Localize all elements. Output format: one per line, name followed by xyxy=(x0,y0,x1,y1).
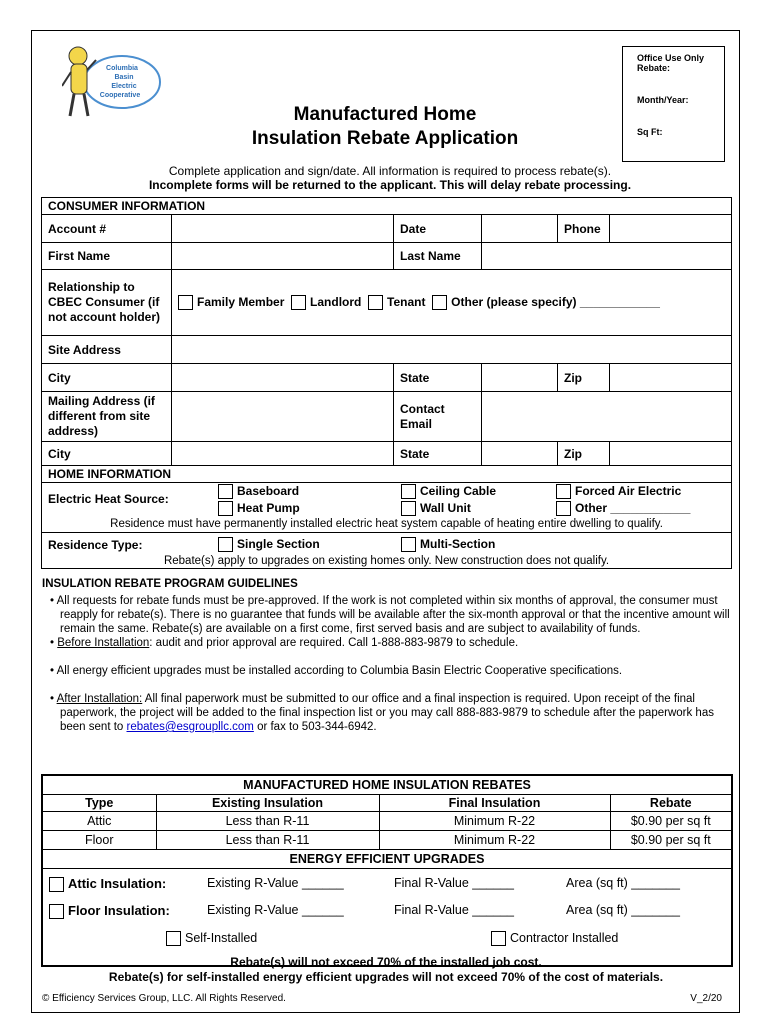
intro-text xyxy=(60,164,720,192)
last-name-field[interactable] xyxy=(482,243,732,270)
guidelines-section xyxy=(42,577,732,742)
row-final: Minimum R-22 xyxy=(379,811,610,830)
row-final: Minimum R-22 xyxy=(379,830,610,849)
site-address-label: Site Address xyxy=(42,336,172,364)
date-label: Date xyxy=(394,215,482,243)
home-header: HOME INFORMATION xyxy=(42,466,732,483)
forced-air-checkbox[interactable] xyxy=(556,484,571,499)
office-sq-ft: Sq Ft: xyxy=(637,127,663,137)
upgrades-header: ENERGY EFFICIENT UPGRADES xyxy=(42,849,732,868)
row-existing: Less than R-11 xyxy=(156,811,379,830)
office-rebate: Rebate: xyxy=(637,63,671,73)
contractor-installed-label: Contractor Installed xyxy=(510,930,619,945)
intro-line-2: Incomplete forms will be returned to the applicant. This will delay rebate processing. xyxy=(148,178,632,192)
phone-label: Phone xyxy=(558,215,610,243)
contact-email-label: Contact Email xyxy=(394,392,482,442)
title-line-2: Insulation Rebate Application xyxy=(251,128,519,149)
city-label: City xyxy=(42,364,172,392)
ceiling-cable-checkbox[interactable] xyxy=(401,484,416,499)
guidelines-header: INSULATION REBATE PROGRAM GUIDELINES xyxy=(42,578,298,590)
multi-section-checkbox[interactable] xyxy=(401,537,416,552)
table-row xyxy=(42,811,732,830)
state-field[interactable] xyxy=(482,364,558,392)
after-installation-label: After Installation: xyxy=(56,693,143,705)
floor-final[interactable]: Final R-Value ______ xyxy=(394,902,514,917)
guideline-3-text: All final paperwork must be submitted to our office and a final inspection is required. Upon receipt of the final paperwork, the project will be added to the final inspection list or you may call 888-883-9879 to schedule after the paperwork has been sent to xyxy=(60,693,714,733)
col-rebate: Rebate xyxy=(610,794,732,811)
mailing-address-label: Mailing Address (if different from site address) xyxy=(42,392,172,442)
row-existing: Less than R-11 xyxy=(156,830,379,849)
consumer-info-table xyxy=(41,197,732,569)
landlord-checkbox[interactable] xyxy=(291,295,306,310)
city2-label: City xyxy=(42,442,172,466)
wall-unit-checkbox[interactable] xyxy=(401,501,416,516)
baseboard-checkbox[interactable] xyxy=(218,484,233,499)
wall-unit-label: Wall Unit xyxy=(420,501,471,515)
state2-label: State xyxy=(394,442,482,466)
residence-type-label: Residence Type: xyxy=(48,538,143,552)
floor-insulation-checkbox[interactable] xyxy=(49,904,64,919)
guideline-2-text: All energy efficient upgrades must be installed according to Columbia Basin Electric Cooperative specifications. xyxy=(56,665,623,677)
limit-line-1: Rebate(s) will not exceed 70% of the installed job cost. xyxy=(230,955,542,969)
zip2-field[interactable] xyxy=(610,442,732,466)
last-name-label: Last Name xyxy=(394,243,482,270)
floor-existing[interactable]: Existing R-Value ______ xyxy=(207,902,344,917)
cooperative-logo xyxy=(62,44,162,122)
copyright: © Efficiency Services Group, LLC. All Rights Reserved. xyxy=(42,993,286,1004)
relationship-label: Relationship to CBEC Consumer (if not account holder) xyxy=(42,270,172,336)
first-name-field[interactable] xyxy=(172,243,394,270)
single-section-label: Single Section xyxy=(237,537,320,551)
office-use-box xyxy=(622,46,725,162)
rebate-limits xyxy=(41,955,731,985)
table-row xyxy=(42,830,732,849)
version: V_2/20 xyxy=(690,993,722,1004)
ceiling-cable-label: Ceiling Cable xyxy=(420,484,497,498)
baseboard-label: Baseboard xyxy=(237,484,300,498)
row-type: Floor xyxy=(42,830,156,849)
floor-area[interactable]: Area (sq ft) _______ xyxy=(566,902,680,917)
heat-pump-checkbox[interactable] xyxy=(218,501,233,516)
zip-label: Zip xyxy=(558,364,610,392)
logo-text-2: Basin xyxy=(114,74,134,81)
self-installed-checkbox[interactable] xyxy=(166,931,181,946)
office-title: Office Use Only xyxy=(637,53,705,63)
col-final: Final Insulation xyxy=(379,794,610,811)
attic-final[interactable]: Final R-Value ______ xyxy=(394,875,514,890)
attic-existing[interactable]: Existing R-Value ______ xyxy=(207,875,344,890)
heat-source-label: Electric Heat Source: xyxy=(48,492,169,506)
heat-other-checkbox[interactable] xyxy=(556,501,571,516)
other-label: Other (please specify) ____________ xyxy=(451,294,660,309)
rebates-email-link[interactable]: rebates@esgroupllc.com xyxy=(126,721,254,733)
consumer-header: CONSUMER INFORMATION xyxy=(42,198,732,215)
other-checkbox[interactable] xyxy=(432,295,447,310)
tenant-label: Tenant xyxy=(387,294,426,309)
state2-field[interactable] xyxy=(482,442,558,466)
guideline-2: • All energy efficient upgrades must be installed according to Columbia Basin Electric Cooperative specifications. xyxy=(50,665,623,677)
family-member-checkbox[interactable] xyxy=(178,295,193,310)
mailing-address-field[interactable] xyxy=(172,392,394,442)
row-type: Attic xyxy=(42,811,156,830)
guideline-1: • All requests for rebate funds must be pre-approved. If the work is not completed within six months of approval, the consumer must reapply for rebate(s). There is no guarantee that funds will be available after the six-month approval or that the incentive amount will remain the same. Rebate(s) are available on a first come, first served basis and are subject to availability of funds. xyxy=(50,595,730,635)
city2-field[interactable] xyxy=(172,442,394,466)
phone-field[interactable] xyxy=(610,215,732,243)
multi-section-label: Multi-Section xyxy=(420,537,496,551)
logo-text-4: Cooperative xyxy=(99,92,141,99)
zip2-label: Zip xyxy=(558,442,610,466)
attic-area[interactable]: Area (sq ft) _______ xyxy=(566,875,680,890)
residence-type-cell xyxy=(42,533,732,569)
logo-text-3: Electric xyxy=(111,83,137,90)
city-field[interactable] xyxy=(172,364,394,392)
guideline-3-end: or fax to 503-344-6942. xyxy=(253,721,377,733)
account-label: Account # xyxy=(42,215,172,243)
contact-email-field[interactable] xyxy=(482,392,732,442)
heat-source-cell xyxy=(42,483,732,533)
family-member-label: Family Member xyxy=(197,294,285,309)
attic-insulation-checkbox[interactable] xyxy=(49,877,64,892)
site-address-field[interactable] xyxy=(172,336,732,364)
page-title xyxy=(200,103,570,151)
heat-pump-label: Heat Pump xyxy=(237,501,300,515)
attic-insulation-label: Attic Insulation: xyxy=(68,875,167,891)
col-type: Type xyxy=(42,794,156,811)
row-rebate: $0.90 per sq ft xyxy=(610,811,732,830)
account-field[interactable] xyxy=(172,215,394,243)
rebates-table xyxy=(41,774,733,967)
single-section-checkbox[interactable] xyxy=(218,537,233,552)
state-label: State xyxy=(394,364,482,392)
tenant-checkbox[interactable] xyxy=(368,295,383,310)
rebates-header: MANUFACTURED HOME INSULATION REBATES xyxy=(42,775,732,794)
contractor-installed-checkbox[interactable] xyxy=(491,931,506,946)
logo-text-1: Columbia xyxy=(106,65,138,72)
before-installation-label: Before Installation xyxy=(57,637,150,649)
limit-line-2: Rebate(s) for self-installed energy efficient upgrades will not exceed 70% of the cost of materials. xyxy=(108,970,664,984)
heat-other-label: Other ____________ xyxy=(575,501,691,515)
heat-note: Residence must have permanently installed electric heat system capable of heating entire dwelling to qualify. xyxy=(110,518,663,530)
col-existing: Existing Insulation xyxy=(156,794,379,811)
intro-line-1: Complete application and sign/date. All information is required to process rebate(s). xyxy=(168,164,612,178)
residence-note: Rebate(s) apply to upgrades on existing homes only. New construction does not qualify. xyxy=(163,555,610,567)
upgrades-cell xyxy=(42,868,732,966)
date-field[interactable] xyxy=(482,215,558,243)
landlord-label: Landlord xyxy=(310,294,362,309)
self-installed-label: Self-Installed xyxy=(185,930,258,945)
guideline-1b-text: : audit and prior approval are required. Call 1-888-883-9879 to schedule. xyxy=(149,637,519,649)
zip-field[interactable] xyxy=(610,364,732,392)
forced-air-label: Forced Air Electric xyxy=(575,484,682,498)
guideline-1b: • Before Installation: audit and prior approval are required. Call 1-888-883-9879 to schedule. xyxy=(50,637,519,649)
relationship-options xyxy=(172,270,732,336)
floor-insulation-label: Floor Insulation: xyxy=(68,902,170,918)
guideline-1-text: All requests for rebate funds must be pre-approved. If the work is not completed within six months of approval, the consumer must reapply for rebate(s). There is no guarantee that funds will be available after the six-month approval or that the incentive amount will remain the same. Rebate(s) are available on a first come, first served basis and are subject to availability of funds. xyxy=(56,595,730,635)
title-line-1: Manufactured Home xyxy=(293,104,477,125)
row-rebate: $0.90 per sq ft xyxy=(610,830,732,849)
office-month-year: Month/Year: xyxy=(637,95,689,105)
guideline-3: • After Installation: All final paperwork must be submitted to our office and a final inspection is required. Upon receipt of the final paperwork, the project will be added to the final inspection list or you may call 888-883-9879 to schedule after the paperwork has been sent to rebates@esgroupllc.com or fax to 503-344-6942. xyxy=(50,693,714,733)
first-name-label: First Name xyxy=(42,243,172,270)
footer xyxy=(42,993,722,1004)
